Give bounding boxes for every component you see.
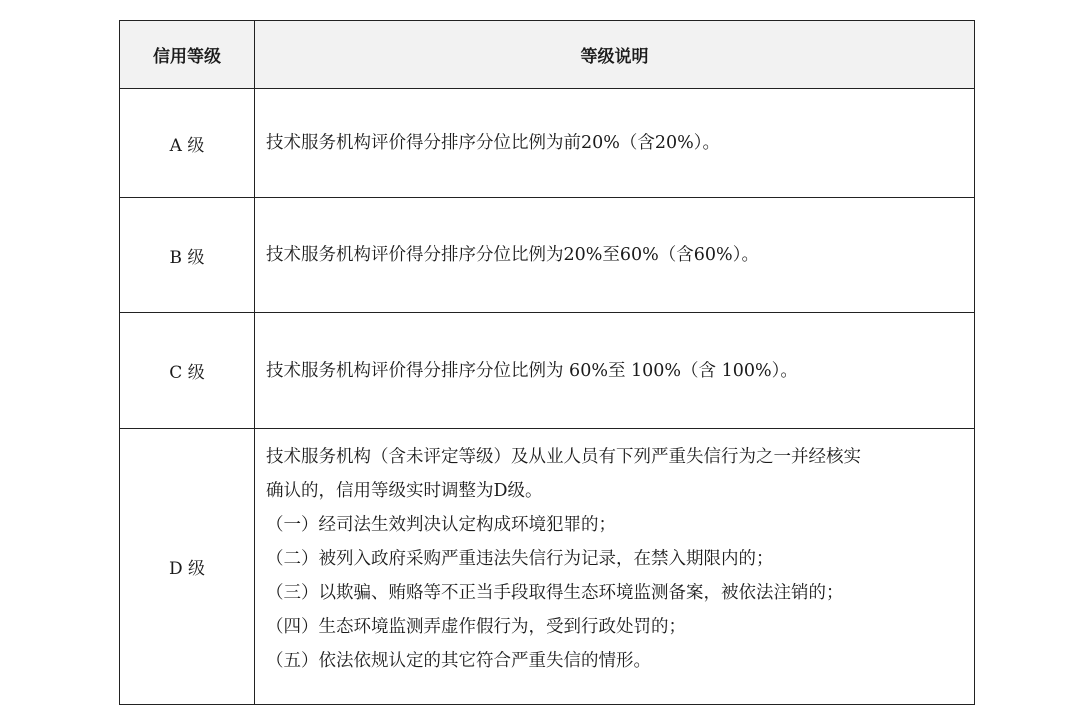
description-line: （四）生态环境监测弄虚作假行为，受到行政处罚的； <box>266 617 686 637</box>
table-row <box>120 89 975 198</box>
description-line: 确认的，信用等级实时调整为D级。 <box>266 481 543 501</box>
header-grade-description: 等级说明 <box>255 21 975 89</box>
description-line: （二）被列入政府采购严重违法失信行为记录，在禁入期限内的； <box>266 549 774 569</box>
description-line: 技术服务机构评价得分排序分位比例为 60%至 100%（含 100%）。 <box>266 360 798 381</box>
grade-cell: C 级 <box>120 313 255 429</box>
description-line: （一）经司法生效判决认定构成环境犯罪的； <box>266 515 616 535</box>
description-cell <box>255 198 975 313</box>
credit-grade-table <box>119 20 975 705</box>
description-line: （五）依法依规认定的其它符合严重失信的情形。 <box>266 651 651 671</box>
grade-cell: D 级 <box>120 429 255 705</box>
table-header-row <box>120 21 975 89</box>
header-credit-grade: 信用等级 <box>120 21 255 89</box>
credit-grade-table-container <box>119 20 974 705</box>
description-line: （三）以欺骗、贿赂等不正当手段取得生态环境监测备案，被依法注销的； <box>266 583 844 603</box>
description-cell <box>255 429 975 705</box>
grade-cell: A 级 <box>120 89 255 198</box>
description-line: 技术服务机构评价得分排序分位比例为前20%（含20%）。 <box>266 133 721 153</box>
description-cell <box>255 89 975 198</box>
table-row <box>120 429 975 705</box>
description-line: 技术服务机构评价得分排序分位比例为20%至60%（含60%）。 <box>266 245 759 265</box>
description-cell <box>255 313 975 429</box>
description-line: 技术服务机构（含未评定等级）及从业人员有下列严重失信行为之一并经核实 <box>266 447 861 467</box>
table-row <box>120 198 975 313</box>
table-row <box>120 313 975 429</box>
grade-cell: B 级 <box>120 198 255 313</box>
